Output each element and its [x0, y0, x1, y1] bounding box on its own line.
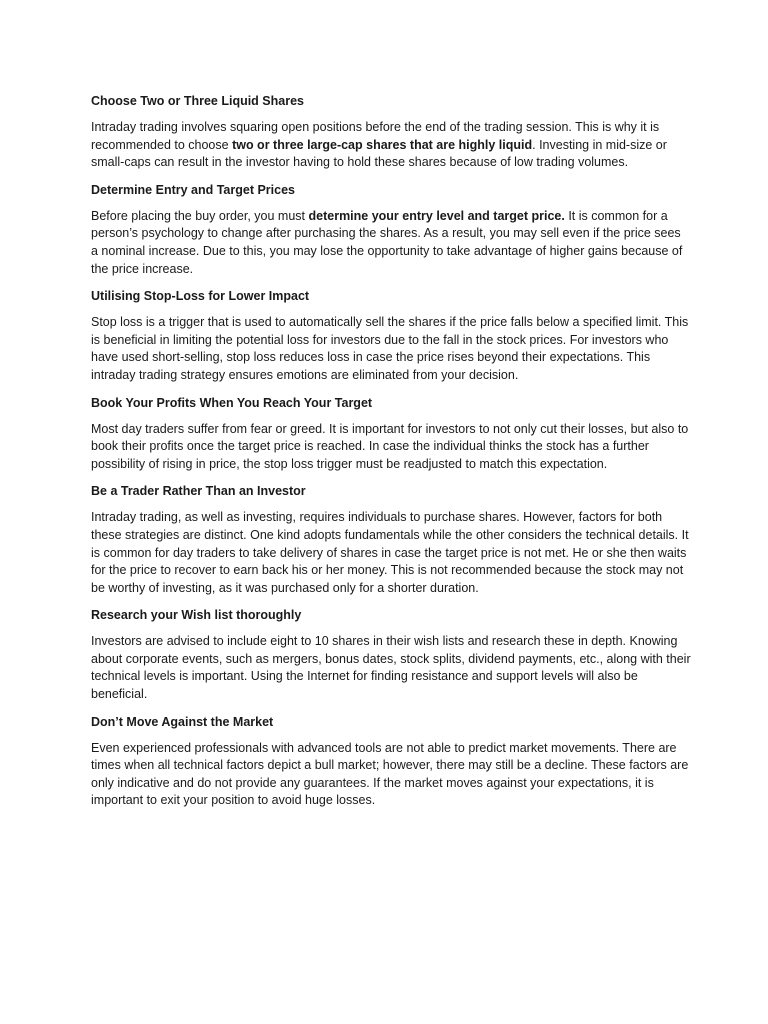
- section-paragraph: Most day traders suffer from fear or greed. It is important for investors to not only cut their losses, but also to book their profits once the target price is reached. In case the individual thinks the stock has a further possibility of rising in price, the stop loss trigger must be readjusted to match this expectation.: [91, 421, 689, 471]
- document-page: [91, 93, 691, 820]
- section-heading: Research your Wish list thoroughly: [91, 608, 302, 623]
- section-entry-target: [91, 182, 691, 278]
- section-paragraph: [91, 208, 691, 278]
- section-paragraph: Intraday trading, as well as investing, requires individuals to purchase shares. However, factors for both these strategies are distinct. One kind adopts fundamentals while the other considers the technical details. It is common for day traders to take delivery of shares in case the target price is not met. He or she then waits for the price to recover to earn back his or her money. This is not recommended because the stock may not be worthy of investing, as it was purchased only for a shorter duration.: [91, 510, 689, 595]
- section-paragraph: [91, 119, 691, 172]
- paragraph-text: Before placing the buy order, you must: [91, 208, 309, 223]
- section-heading: Don’t Move Against the Market: [91, 714, 274, 729]
- paragraph-emphasis: two or three large-cap shares that are highly liquid: [232, 137, 533, 152]
- section-trader-vs-investor: [91, 483, 691, 597]
- paragraph-text: . Investing in mid-size or small-caps can result in the investor having to hold these shares because of low trading volumes.: [91, 137, 667, 170]
- paragraph-text: Intraday trading involves squaring open positions before the end of the trading session. This is why it is recommended to choose: [91, 120, 660, 152]
- section-book-profits: [91, 395, 691, 474]
- section-paragraph: Even experienced professionals with advanced tools are not able to predict market movements. There are times when all technical factors depict a bull market; however, there may still be a decline. These factors are only indicative and do not provide any guarantees. If the market moves against your expectations, it is important to exit your position to avoid huge losses.: [91, 740, 689, 808]
- paragraph-emphasis: determine your entry level and target price.: [308, 208, 565, 223]
- section-heading: Book Your Profits When You Reach Your Target: [91, 395, 373, 410]
- section-stop-loss: [91, 288, 691, 384]
- paragraph-text: It is common for a person’s psychology to change after purchasing the shares. As a result, you may sell even if the price sees a nominal increase. Due to this, you may lose the opportunity to take advantage of higher gains because of the price increase.: [91, 208, 683, 276]
- section-heading: Choose Two or Three Liquid Shares: [91, 94, 304, 108]
- section-paragraph: Stop loss is a trigger that is used to automatically sell the shares if the price falls below a specified limit. This is beneficial in limiting the potential loss for investors due to the fall in the stock prices. For investors who have used short-selling, stop loss reduces loss in case the price rises beyond their expectations. This intraday trading strategy ensures emotions are eliminated from your decision.: [91, 315, 689, 382]
- section-against-market: [91, 714, 691, 810]
- section-paragraph: Investors are advised to include eight to 10 shares in their wish lists and research these in depth. Knowing about corporate events, such as mergers, bonus dates, stock splits, dividend payments, etc., along with their technical levels is important. Using the Internet for finding resistance and support levels will also be beneficial.: [91, 634, 691, 702]
- section-heading: Be a Trader Rather Than an Investor: [91, 484, 306, 499]
- section-liquid-shares: [91, 93, 691, 172]
- section-wish-list: [91, 607, 691, 703]
- section-heading: Utilising Stop-Loss for Lower Impact: [91, 289, 310, 304]
- section-heading: Determine Entry and Target Prices: [91, 182, 296, 197]
